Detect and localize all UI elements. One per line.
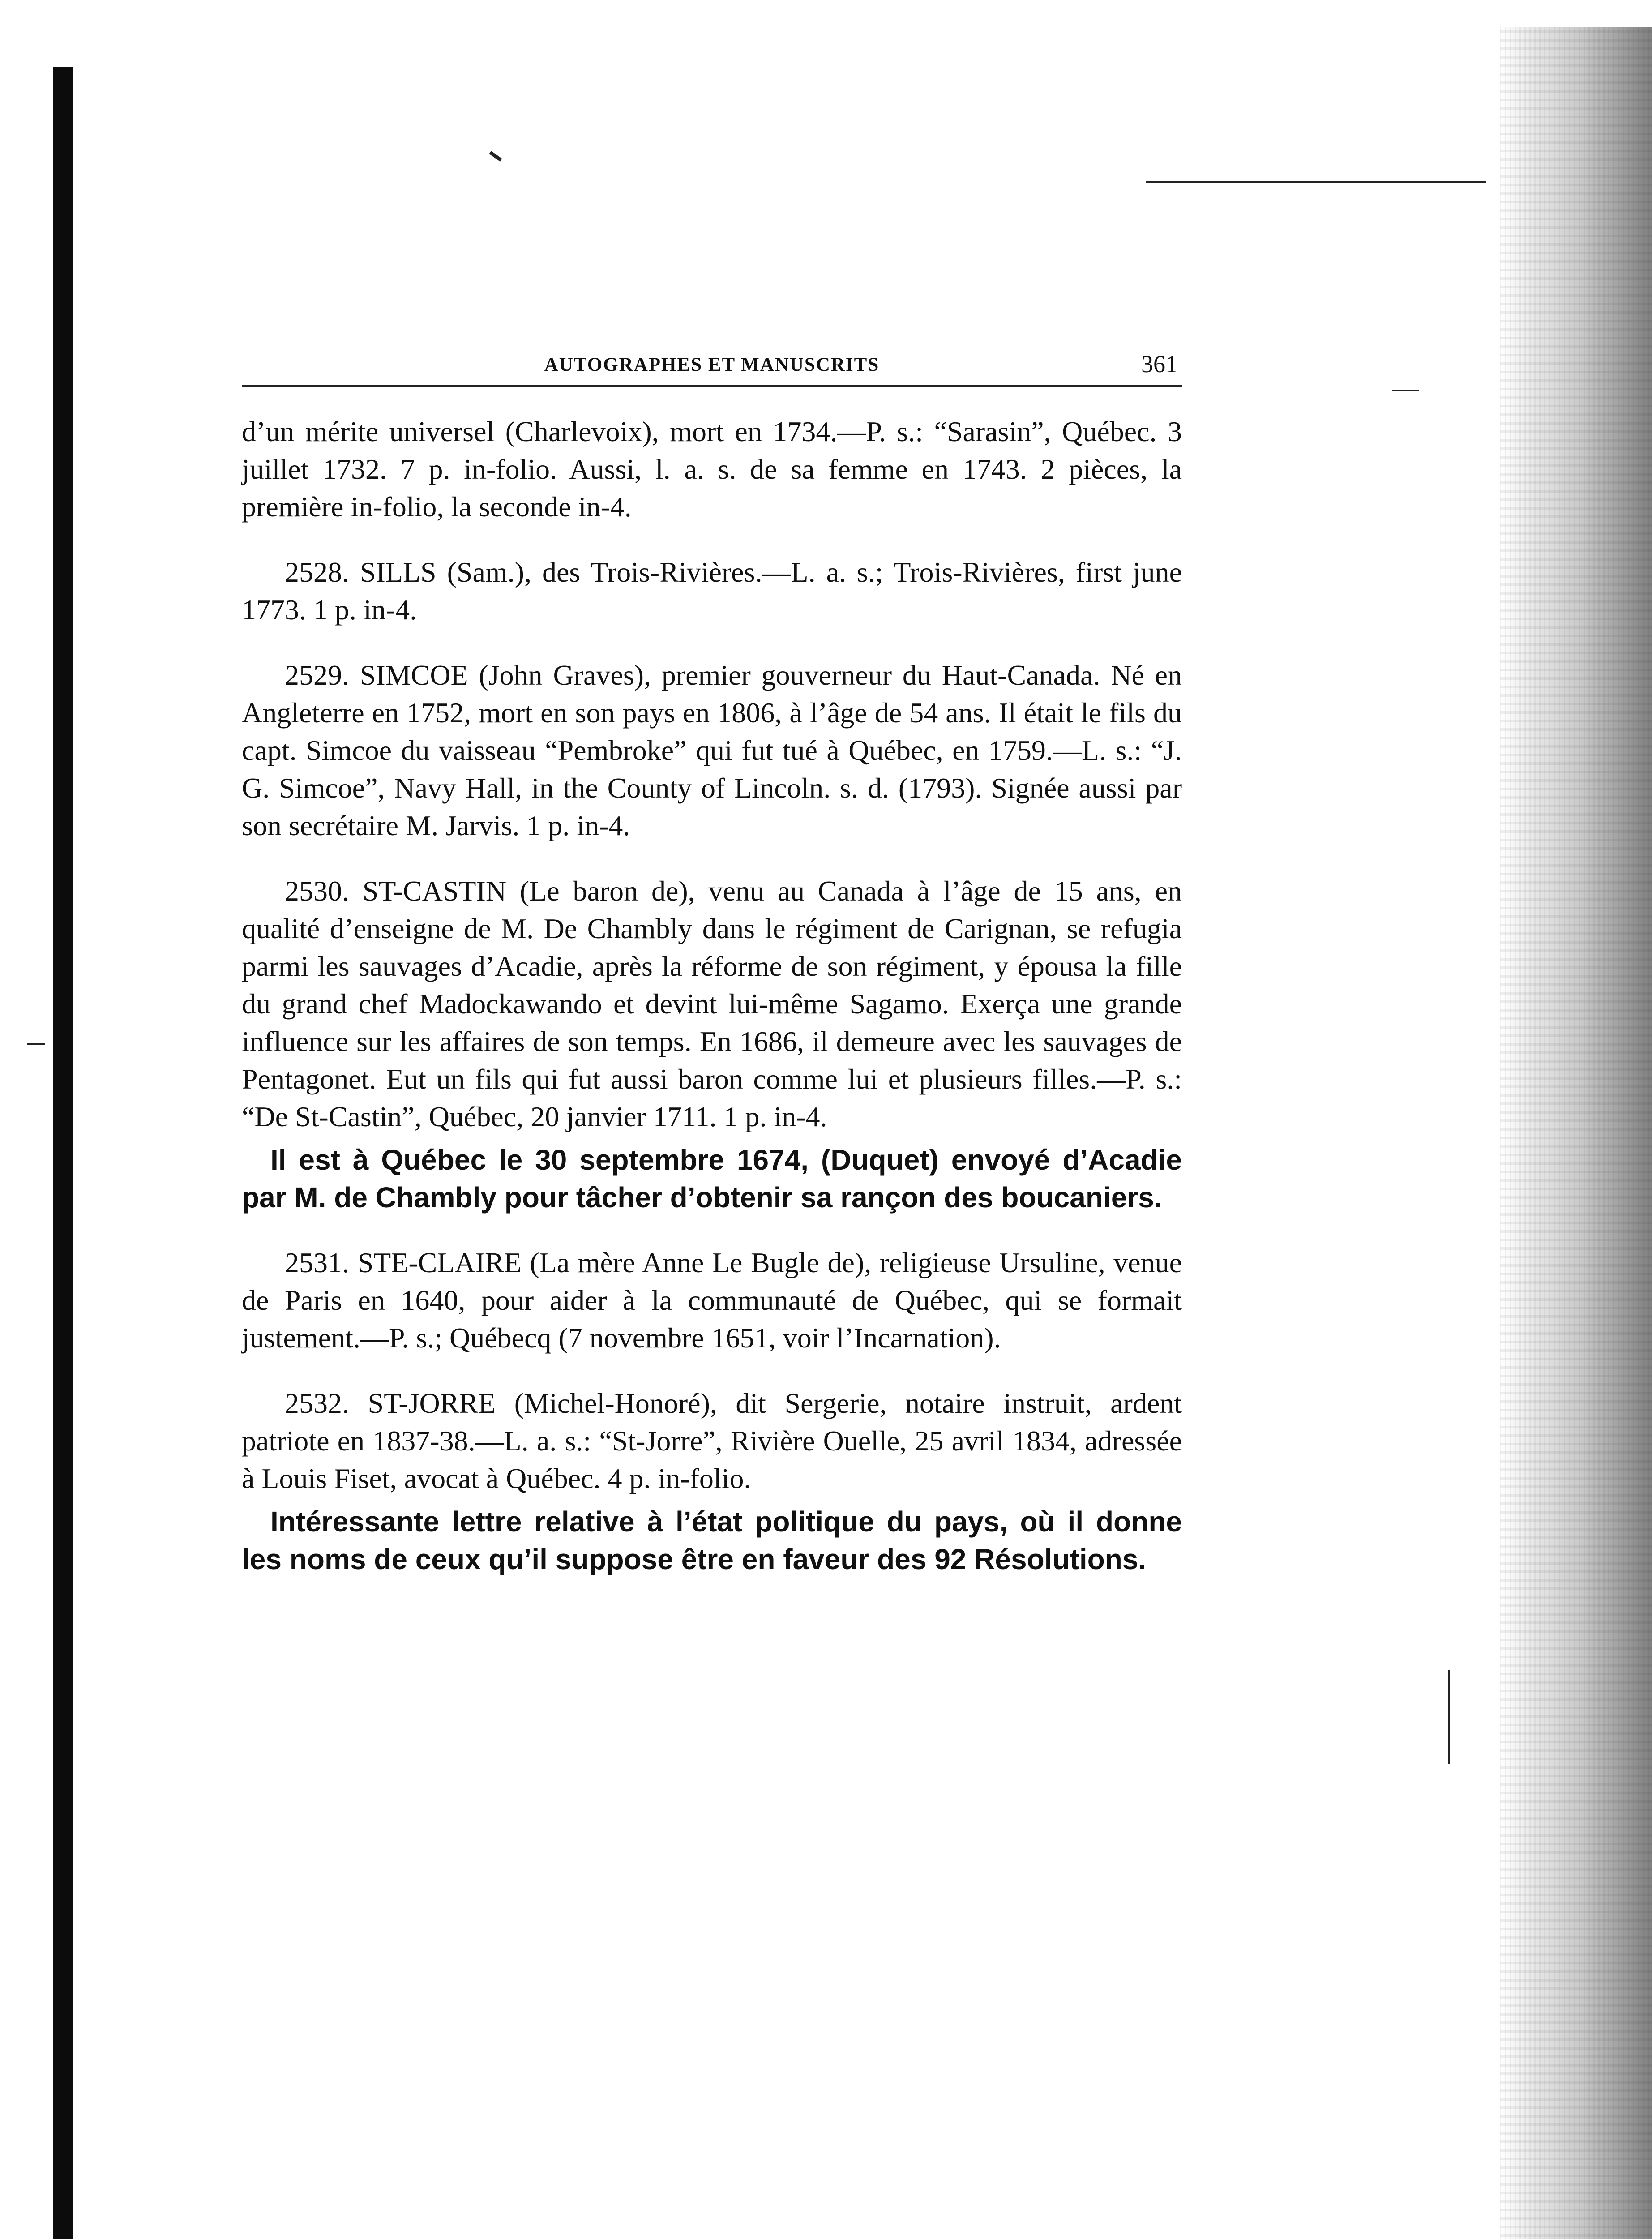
page-content [242, 340, 1182, 1606]
stray-mark [1146, 181, 1486, 183]
catalog-entry-2529 [242, 656, 1182, 845]
entry-note: Intéressante lettre relative à l’état politique du pays, où il donne les noms de ceux qu’il suppose être en faveur des 92 Résolutions. [242, 1506, 1182, 1575]
stray-mark [27, 1043, 45, 1045]
entry-text: 2532. ST-JORRE (Michel-Honoré), dit Sergerie, notaire instruit, ardent patriote en 1837-38.—L. a. s.: “St-Jorre”, Rivière Ouelle, 25 avril 1834, adressée à Louis Fiset, avocat à Québec. 4 p. in-folio. [242, 1387, 1182, 1494]
stray-mark [489, 151, 502, 162]
running-head [242, 340, 1182, 387]
entry-text: 2531. STE-CLAIRE (La mère Anne Le Bugle de), religieuse Ursuline, venue de Paris en 1640, pour aider à la communauté de Québec, qui se formait justement.—P. s.; Québecq (7 novembre 1651, voir l’Incarnation). [242, 1247, 1182, 1354]
catalog-entry-2531 [242, 1244, 1182, 1357]
entry-text: d’un mérite universel (Charlevoix), mort en 1734.—P. s.: “Sarasin”, Québec. 3 juillet 1732. 7 p. in-folio. Aussi, l. a. s. de sa femme en 1743. 2 pièces, la première in-folio, la seconde in-4. [242, 416, 1182, 523]
scan-edge-noise [1500, 27, 1652, 2239]
entry-text: 2528. SILLS (Sam.), des Trois-Rivières.—L. a. s.; Trois-Rivières, first june 1773. 1 p. in-4. [242, 556, 1182, 626]
entry-text: 2530. ST-CASTIN (Le baron de), venu au Canada à l’âge de 15 ans, en qualité d’enseigne de M. De Chambly dans le régiment de Carignan, se refugia parmi les sauvages d’Acadie, après la réforme de son régiment, y épousa la fille du grand chef Madockawando et devint lui-même Sagamo. Exerça une grande influence sur les affaires de son temps. En 1686, il demeure avec les sauvages de Pentagonet. Eut un fils qui fut aussi baron comme lui et plusieurs filles.—P. s.: “De St-Castin”, Québec, 20 janvier 1711. 1 p. in-4. [242, 875, 1182, 1132]
scan-binding-shadow [53, 67, 73, 2239]
entry-note: Il est à Québec le 30 septembre 1674, (Duquet) envoyé d’Acadie par M. de Chambly pour tâcher d’obtenir sa rançon des boucaniers. [242, 1144, 1182, 1214]
catalog-entry-2532 [242, 1385, 1182, 1578]
entry-text: 2529. SIMCOE (John Graves), premier gouverneur du Haut-Canada. Né en Angleterre en 1752, mort en son pays en 1806, à l’âge de 54 ans. Il était le fils du capt. Simcoe du vaisseau “Pembroke” qui fut tué à Québec, en 1759.—L. s.: “J. G. Simcoe”, Navy Hall, in the County of Lincoln. s. d. (1793). Signée aussi par son secrétaire M. Jarvis. 1 p. in-4. [242, 659, 1182, 841]
catalog-entry-2530 [242, 872, 1182, 1216]
stray-mark [1448, 1670, 1450, 1764]
stray-mark [1392, 390, 1419, 391]
running-title: AUTOGRAPHES ET MANUSCRITS [544, 354, 880, 375]
catalog-entry-2528 [242, 553, 1182, 629]
page-number: 361 [1141, 351, 1177, 377]
catalog-entry-continuation [242, 413, 1182, 526]
